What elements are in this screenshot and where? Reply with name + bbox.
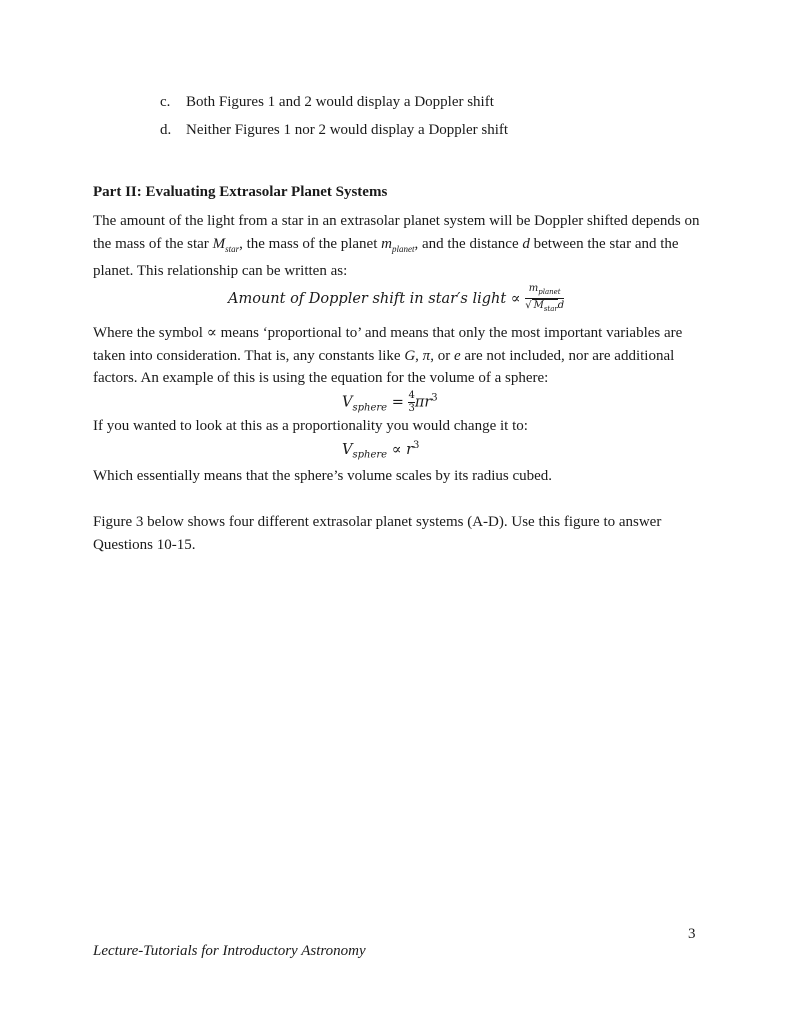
mstar-symbol: M: [212, 235, 226, 252]
eq2-pi-r: πr: [414, 394, 432, 411]
option-c-text: Both Figures 1 and 2 would display a Doppler shift: [186, 94, 494, 110]
mplanet-symbol: m: [381, 235, 392, 252]
mstar-subscript: star: [225, 243, 240, 254]
eq2-exponent: 3: [431, 392, 438, 404]
footer-title: Lecture-Tutorials for Introductory Astronomy: [93, 943, 366, 959]
eq2-subscript: sphere: [352, 402, 388, 414]
sphere-volume-equation: [342, 390, 438, 415]
eq2-equals: =: [391, 394, 404, 411]
explain-text-1: Where the symbol ∝ means ‘proportional to’ and means that only the most important variables are taken into consideration. That is, any constants like: [93, 325, 683, 364]
scales-text: Which essentially means that the sphere’s volume scales by its radius cubed.: [93, 468, 553, 484]
eq3-subscript: sphere: [352, 449, 388, 461]
distance-symbol: d: [522, 235, 530, 252]
explain-text-2: ,: [415, 347, 423, 364]
option-d-text: Neither Figures 1 nor 2 would display a Doppler shift: [186, 122, 509, 138]
eq3-v: V: [342, 441, 353, 458]
doppler-numerator: [525, 283, 564, 298]
doppler-denominator: √ $M_{star}d$: [525, 300, 565, 313]
constant-pi: π: [422, 347, 431, 364]
explain-text-4: are not included, nor are additional factors. An example of this is using the equation for the volume of a sphere:: [93, 347, 675, 386]
section-heading: Part II: Evaluating Extrasolar Planet Systems: [93, 184, 388, 200]
explanation-paragraph: [93, 322, 703, 390]
intro-text-2: , the mass of the planet: [239, 235, 382, 252]
option-d: [160, 122, 508, 139]
doppler-fraction: [525, 283, 564, 315]
doppler-equation: [228, 283, 564, 315]
sphere-proportional-equation: [342, 440, 419, 461]
constant-e: e: [453, 347, 461, 364]
eq2-numerator: 4: [408, 390, 415, 401]
numerator-subscript: planet: [538, 288, 561, 296]
doppler-equation-lhs: Amount of Doppler shift in star′s light ∝: [228, 291, 521, 307]
intro-paragraph: [93, 210, 703, 283]
option-c: [160, 94, 494, 111]
mplanet-subscript: planet: [391, 243, 415, 254]
numerator-m: m: [528, 283, 539, 294]
figure-reference-paragraph: Figure 3 below shows four different extrasolar planet systems (A-D). Use this figure to answer Questions 10-15.: [93, 514, 662, 553]
page-number: 3: [688, 926, 696, 942]
eq3-exponent: 3: [413, 440, 420, 451]
eq3-rest: ∝ r: [391, 441, 414, 458]
denominator-M: M: [533, 300, 544, 311]
denominator-d: d: [557, 300, 565, 311]
denominator-subscript: star: [543, 305, 558, 313]
eq2-v: V: [342, 394, 353, 411]
intro-text-4: between the star and the planet. This relationship can be written as:: [93, 235, 679, 279]
proportionality-text: If you wanted to look at this as a proportionality you would change it to:: [93, 418, 528, 434]
constant-g: G: [404, 347, 416, 364]
intro-text-1: The amount of the light from a star in an extrasolar planet system will be Doppler shifted depends on the mass of the star: [93, 213, 700, 252]
eq2-denominator: 3: [408, 403, 415, 414]
option-d-letter: d.: [160, 122, 172, 138]
option-c-letter: c.: [160, 94, 171, 110]
sqrt-radicand: [532, 299, 558, 315]
intro-text-3: , and the distance: [414, 235, 523, 252]
explain-text-3: , or: [430, 347, 454, 364]
